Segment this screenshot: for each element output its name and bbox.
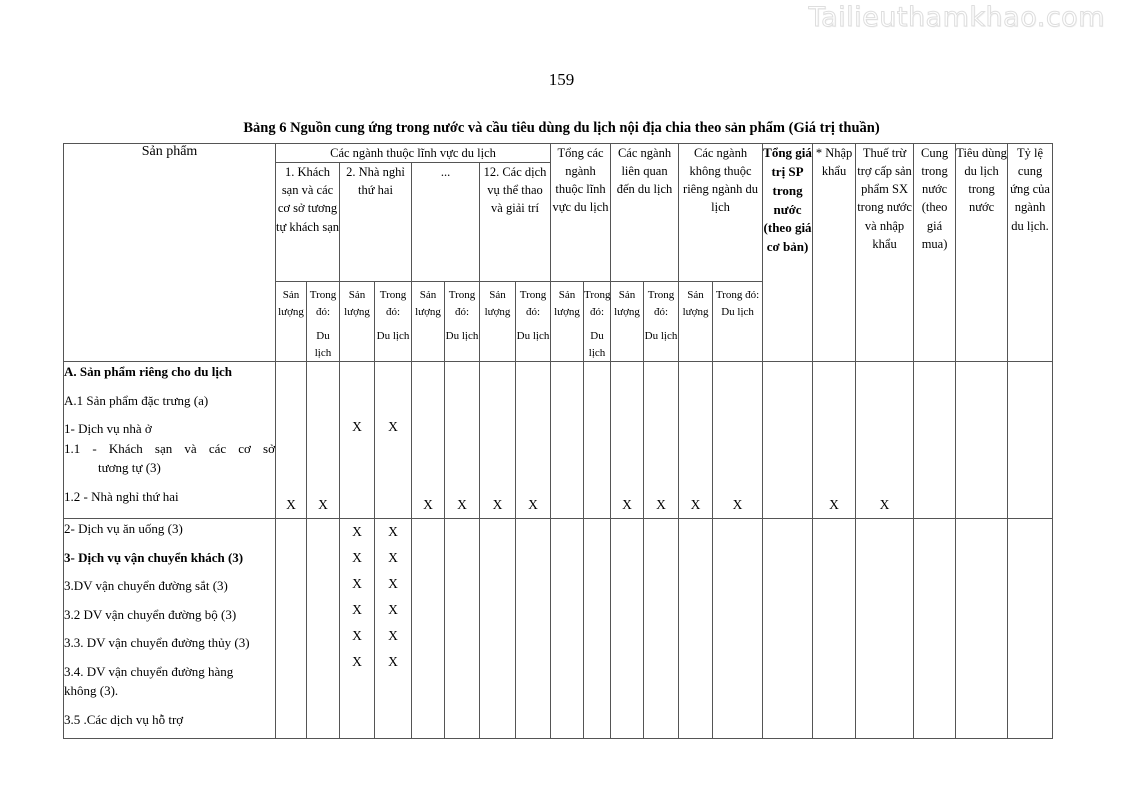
mark-cell: X — [286, 497, 296, 513]
subheader-of-which: Trong đó: — [584, 289, 611, 318]
subheader-i12-output: Sản lượng — [480, 282, 516, 362]
header-product: Sản phẩm — [64, 144, 276, 362]
header-imports — [813, 144, 856, 362]
header-industry-1: 1. Khách sạn và các cơ sở tương tự khách sạn — [276, 163, 340, 282]
mark-cell: X — [388, 628, 398, 644]
mark-cell: X — [388, 654, 398, 670]
block2-mark-non-output — [679, 519, 713, 739]
block2-mark-ind2-tourism — [375, 519, 412, 739]
header-related-industries: Các ngành liên quan đến du lịch — [611, 144, 679, 282]
mark-cell: X — [352, 576, 362, 592]
mark-cell: X — [388, 419, 398, 435]
block1-line-3: 1.1 - Khách sạn và các cơ sở — [64, 440, 275, 456]
block1-mark-imports — [813, 362, 856, 519]
block2-row-label: 2- Dịch vụ ăn uống (3) — [64, 521, 183, 537]
block1-mark-i12-output — [480, 362, 516, 519]
mark-cell: X — [352, 524, 362, 540]
mark-cell — [551, 492, 583, 518]
block1-mark-rel-tourism — [644, 362, 679, 519]
block2-mark-i12-tourism — [516, 519, 551, 739]
block2-row-label: 3.5 .Các dịch vụ hỗ trợ — [64, 711, 184, 727]
table-row — [64, 362, 1053, 519]
block1-mark-tot-tourism — [584, 362, 611, 519]
block1-mark-tot-output — [551, 362, 584, 519]
subheader-of-which: Trong đó: — [448, 289, 476, 318]
subheader-i12-tourism — [516, 282, 551, 362]
supply-demand-table — [63, 143, 1053, 739]
mark-cell: X — [388, 524, 398, 540]
block1-line-1: A.1 Sản phẩm đặc trưng (a) — [64, 392, 209, 408]
subheader-non-tourism: Trong đó: Du lịch — [713, 282, 763, 362]
subheader-ell-output: Sản lượng — [412, 282, 445, 362]
header-total-domestic-value: Tổng giá trị SP trong nước (theo giá cơ bản) — [763, 144, 813, 362]
block2-mark-imports — [813, 519, 856, 739]
subheader-tourism: Du lịch — [516, 330, 550, 343]
mark-cell: X — [690, 497, 701, 513]
header-industry-ellipsis: ... — [412, 163, 480, 282]
block2-mark-ratio — [1008, 519, 1053, 739]
block2-mark-total-value — [763, 519, 813, 739]
mark-cell: X — [829, 497, 839, 513]
block2-row-label: 3- Dịch vụ vận chuyển khách (3) — [64, 549, 244, 565]
mark-cell: X — [388, 550, 398, 566]
mark-cell: X — [352, 602, 362, 618]
table-row — [64, 519, 1053, 739]
header-imports-label: Nhập khẩu — [821, 146, 853, 179]
subheader-non-output: Sản lượng — [679, 282, 713, 362]
block1-mark-ind2-output — [340, 362, 375, 519]
subheader-of-which: Trong đó: — [309, 289, 337, 318]
subheader-ind1-output: Sản lượng — [276, 282, 307, 362]
block1-mark-taxes — [856, 362, 914, 519]
mark-cell: X — [423, 497, 433, 513]
block2-mark-ell-output — [412, 519, 445, 739]
mark-cell — [956, 492, 1007, 518]
mark-cell: X — [318, 497, 328, 513]
header-non-tourism-industries: Các ngành không thuộc riêng ngành du lịch — [679, 144, 763, 282]
mark-cell: X — [388, 576, 398, 592]
subheader-rel-tourism — [644, 282, 679, 362]
block2-row-label: 3.2 DV vận chuyển đường bộ (3) — [64, 606, 237, 622]
subheader-tot-tourism — [584, 282, 611, 362]
block1-mark-rel-output — [611, 362, 644, 519]
mark-cell: X — [352, 654, 362, 670]
block1-mark-ind1-tourism — [307, 362, 340, 519]
block2-mark-taxes — [856, 519, 914, 739]
mark-cell — [1008, 492, 1052, 518]
block1-mark-consumption — [956, 362, 1008, 519]
block2-mark-ell-tourism — [445, 519, 480, 739]
mark-cell: X — [732, 497, 743, 513]
block1-mark-ind2-tourism — [375, 362, 412, 519]
header-industry-2: 2. Nhà nghỉ thứ hai — [340, 163, 412, 282]
block2-mark-rel-output — [611, 519, 644, 739]
block1-line-0: A. Sản phẩm riêng cho du lịch — [64, 364, 232, 380]
block2-mark-ind2-output — [340, 519, 375, 739]
mark-cell: X — [352, 628, 362, 644]
subheader-ell-tourism — [445, 282, 480, 362]
subheader-ind1-tourism — [307, 282, 340, 362]
block2-mark-tot-output — [551, 519, 584, 739]
block2-row-label: 3.DV vận chuyển đường sắt (3) — [64, 578, 228, 594]
mark-cell: X — [388, 602, 398, 618]
subheader-ind2-tourism — [375, 282, 412, 362]
subheader-tourism: Du lịch — [376, 330, 410, 343]
block2-mark-supply — [914, 519, 956, 739]
header-row-groups — [64, 144, 1053, 163]
block1-mark-ind1-output — [276, 362, 307, 519]
subheader-of-which: Trong đó: — [519, 289, 547, 318]
mark-cell: X — [492, 497, 503, 513]
subheader-ind2-output: Sản lượng — [340, 282, 375, 362]
block2-mark-ind1-output — [276, 519, 307, 739]
block2-mark-consumption — [956, 519, 1008, 739]
mark-cell: X — [528, 497, 538, 513]
mark-cell: X — [352, 550, 362, 566]
site-watermark: Tailieuthamkhao.com — [808, 2, 1105, 33]
subheader-tourism: Du lịch — [588, 330, 606, 359]
subheader-tot-output: Sản lượng — [551, 282, 584, 362]
header-imports-star: * — [815, 146, 823, 160]
block1-mark-i12-tourism — [516, 362, 551, 519]
block2-row-label: 3.3. DV vận chuyển đường thủy (3) — [64, 635, 250, 651]
block2-mark-ind1-tourism — [307, 519, 340, 739]
header-group-tourism-industries: Các ngành thuộc lĩnh vực du lịch — [276, 144, 551, 163]
subheader-tourism: Du lịch — [644, 330, 678, 343]
mark-cell: X — [622, 497, 632, 513]
mark-cell — [763, 492, 812, 518]
block2-mark-rel-tourism — [644, 519, 679, 739]
block1-mark-total-value — [763, 362, 813, 519]
mark-cell: X — [352, 419, 362, 435]
block2-mark-non-tourism — [713, 519, 763, 739]
page-number: 159 — [548, 70, 575, 89]
subheader-of-which: Trong đó: — [647, 289, 675, 318]
block2-product-labels — [64, 519, 276, 739]
mark-cell — [914, 492, 955, 518]
header-supply-ratio: Tỷ lệ cung ứng của ngành du lịch. — [1008, 144, 1053, 362]
block1-mark-ell-tourism — [445, 362, 480, 519]
subheader-of-which: Trong đó: — [379, 289, 407, 318]
block1-product-labels — [64, 362, 276, 519]
mark-cell: X — [879, 497, 890, 513]
subheader-tourism: Du lịch — [445, 330, 479, 343]
subheader-rel-output: Sản lượng — [611, 282, 644, 362]
subheader-tourism: Du lịch — [314, 330, 332, 359]
header-domestic-supply: Cung trong nước (theo giá mua) — [914, 144, 956, 362]
block1-mark-non-tourism — [713, 362, 763, 519]
header-taxes-less-subsidies: Thuế trừ trợ cấp sản phẩm SX trong nước và nhập khẩu — [856, 144, 914, 362]
block1-mark-ell-output — [412, 362, 445, 519]
block1-mark-supply — [914, 362, 956, 519]
header-domestic-tourism-consumption: Tiêu dùng du lịch trong nước — [956, 144, 1008, 362]
mark-cell — [584, 492, 610, 518]
header-industry-12: 12. Các dịch vụ thể thao và giải trí — [480, 163, 551, 282]
block1-mark-non-output — [679, 362, 713, 519]
block1-line-4: tương tự (3) — [98, 460, 161, 476]
block2-mark-i12-output — [480, 519, 516, 739]
table-title: Bảng 6 Nguồn cung ứng trong nước và cầu tiêu dùng du lịch nội địa chia theo sản phẩm (Giá trị thuần) — [243, 120, 880, 136]
block1-line-5: 1.2 - Nhà nghỉ thứ hai — [64, 488, 179, 504]
block2-row-label: không (3). — [64, 683, 119, 699]
block1-line-2: 1- Dịch vụ nhà ở — [64, 421, 152, 437]
header-total-tourism-industries: Tổng các ngành thuộc lĩnh vực du lịch — [551, 144, 611, 282]
mark-cell: X — [656, 497, 666, 513]
table-container — [63, 143, 1050, 739]
block1-mark-ratio — [1008, 362, 1053, 519]
mark-cell: X — [457, 497, 467, 513]
block2-mark-tot-tourism — [584, 519, 611, 739]
block2-row-label: 3.4. DV vận chuyển đường hàng — [64, 663, 234, 679]
